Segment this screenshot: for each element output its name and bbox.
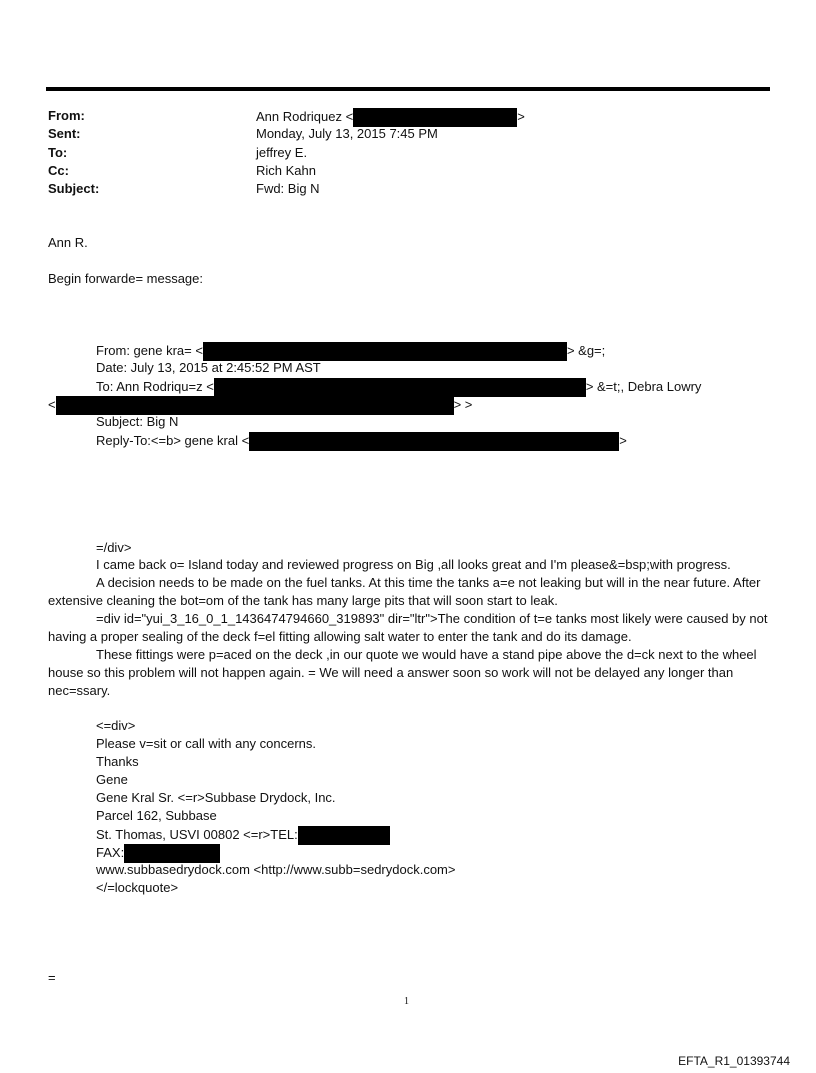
paragraph-4: These fittings were p=aced on the deck ,in our quote we would have a stand pipe above the d=ck next to the wheel house so this problem will not happen again. = We will need a answer soon so work will not be delayed any longer than nec=ssary.	[48, 647, 757, 698]
redaction-block	[298, 826, 390, 845]
paragraph-3: =div id="yui_3_16_0_1_1436474794660_319893" dir="ltr">The condition of t=e tanks most likely were caused by not having a proper sealing of the deck f=el fitting allowing salt water to enter the tank and do its damage.	[48, 611, 768, 644]
to-label: To:	[48, 145, 68, 160]
signature-parcel: Parcel 162, Subbase	[96, 808, 217, 823]
redaction-block	[353, 108, 517, 127]
from-name: Ann Rodriquez <	[256, 108, 354, 124]
visit-line: Please v=sit or call with any concerns.	[96, 736, 317, 751]
cc-value: Rich Kahn	[256, 163, 316, 178]
signature-name: Gene	[96, 772, 128, 787]
sent-value: Monday, July 13, 2015 7:45 PM	[256, 126, 438, 141]
signature-address-text: St. Thomas, USVI 00802 <=r>TEL:	[96, 826, 298, 842]
forwarded-intro: Begin forwarde= message:	[48, 271, 204, 286]
from-close: >	[517, 108, 525, 124]
from-label: From:	[48, 108, 85, 123]
to-value: jeffrey E.	[256, 145, 308, 160]
header-divider	[46, 87, 770, 91]
fwd-to-line2-suffix: > >	[453, 396, 473, 412]
cc-label: Cc:	[48, 163, 69, 178]
fwd-replyto	[96, 432, 627, 451]
from-value	[256, 108, 525, 127]
fwd-from-prefix: From: gene kra= <	[96, 342, 203, 358]
greeting: Ann R.	[48, 235, 88, 250]
redaction-block	[249, 432, 619, 451]
fwd-from-suffix: > &g=;	[566, 342, 606, 358]
signature-fax-label: FAX:	[96, 844, 125, 860]
page-number: 1	[404, 996, 409, 1007]
signature-fax	[96, 844, 220, 863]
fwd-from	[96, 342, 605, 361]
subject-label: Subject:	[48, 181, 100, 196]
fwd-to-suffix: > &=t;, Debra Lowry	[585, 378, 702, 394]
fwd-to-prefix: To: Ann Rodriqu=z <	[96, 378, 214, 394]
div-open-tag: <=div>	[96, 718, 136, 733]
fwd-to	[96, 378, 701, 397]
fwd-to-line2-prefix: <	[48, 396, 56, 412]
signature-company: Gene Kral Sr. <=r>Subbase Drydock, Inc.	[96, 790, 336, 805]
fwd-subject: Subject: Big N	[96, 414, 179, 429]
div-close-tag: =/div>	[96, 540, 132, 555]
signature-address	[96, 826, 390, 845]
fwd-replyto-prefix: Reply-To:<=b> gene kral <	[96, 432, 250, 448]
paragraph-2: A decision needs to be made on the fuel tanks. At this time the tanks a=e not leaking but will in the near future. After extensive cleaning the bot=om of the tank has many large pits that will soon start to leak.	[48, 575, 761, 608]
signature-website: www.subbasedrydock.com <http://www.subb=sedrydock.com>	[96, 862, 456, 877]
bates-number: EFTA_R1_01393744	[678, 1054, 790, 1068]
fwd-replyto-suffix: >	[619, 432, 627, 448]
fwd-date: Date: July 13, 2015 at 2:45:52 PM AST	[96, 360, 321, 375]
subject-value: Fwd: Big N	[256, 181, 320, 196]
sent-label: Sent:	[48, 126, 81, 141]
redaction-block	[214, 378, 586, 397]
redaction-block	[203, 342, 567, 361]
redaction-block	[56, 396, 454, 415]
thanks-line: Thanks	[96, 754, 139, 769]
fwd-to-line2	[48, 396, 472, 415]
blockquote-close-tag: </=lockquote>	[96, 880, 179, 895]
redaction-block	[124, 844, 220, 863]
trailing-equals: =	[48, 970, 56, 985]
paragraph-1: I came back o= Island today and reviewed progress on Big ,all looks great and I'm please&=bsp;with progress.	[96, 557, 731, 572]
